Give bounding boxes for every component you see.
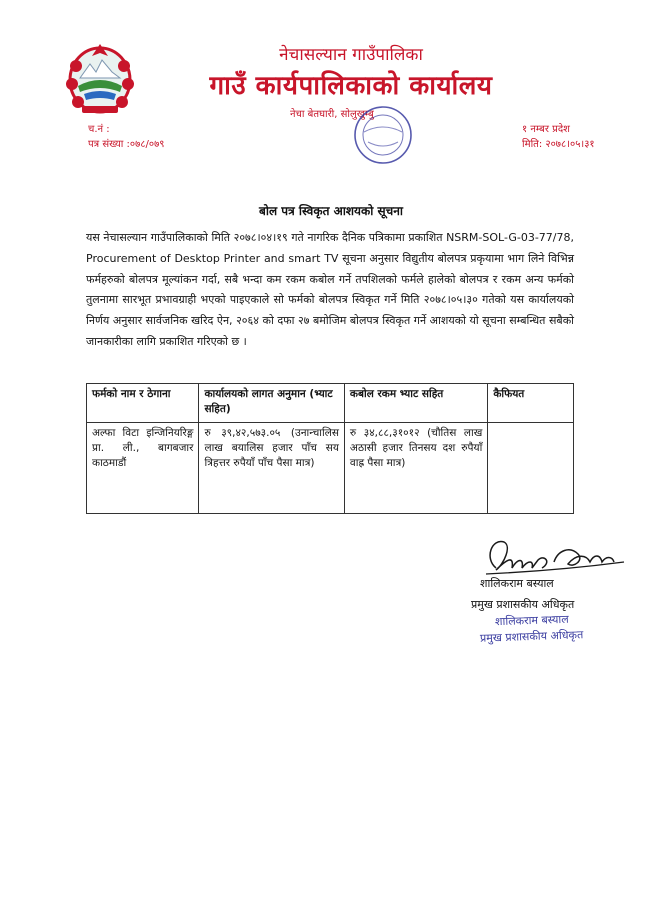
col-remarks: कैफियत <box>488 384 574 423</box>
bid-table <box>86 383 574 514</box>
office-stamp <box>342 102 424 168</box>
table-row <box>87 423 574 514</box>
col-cost-estimate: कार्यालयको लागत अनुमान (भ्याट सहित) <box>199 384 344 423</box>
table-header-row <box>87 384 574 423</box>
col-bid-amount: कबोल रकम भ्याट सहित <box>344 384 487 423</box>
cell-cost-estimate: रु ३९,४२,५७३.०५ (उनान्चालिस लाख बयालिस हजार पाँच सय त्रिहत्तर रुपैयाँ पाँच पैसा मात्र) <box>199 423 344 514</box>
col-firm-name: फर्मको नाम र ठेगाना <box>87 384 199 423</box>
cell-bid-amount: रु ३४,८८,३१०१२ (चौतिस लाख अठासी हजार तिनसय दश रुपैयाँ वाह्र पैसा मात्र) <box>344 423 487 514</box>
office-name: गाउँ कार्यपालिकाको कार्यालय <box>209 71 493 101</box>
letter-number: पत्र संख्या :०७८/०७९ <box>88 139 165 150</box>
province-label: १ नम्बर प्रदेश <box>522 124 570 135</box>
province-date-block <box>522 122 595 152</box>
notice-body: यस नेचासल्यान गाउँपालिकाको मिति २०७८।०४।१९ गते नागरिक दैनिक पत्रिकामा प्रकाशित NSRM-SOL-G-03-77/78, Procurement of Desktop Printer and smart TV सूचना अनुसार विद्युतीय बोलपत्र प्रकृयामा भाग लिने विभिन्न फर्महरुको बोलपत्र मूल्यांकन गर्दा, सबै भन्दा कम रकम कबोल गर्ने तपशिलको फर्मले हालेको बोलपत्र र रकम अन्य फर्मको तुलनामा सारभूत प्रभावग्राही भएको पाइएकाले सो फर्मको बोलपत्र स्विकृत गर्ने मिति २०७८।०५।३० गतेको यस कार्यालयको निर्णय अनुसार सार्वजनिक खरिद ऐन, २०६४ को दफा २७ बमोजिम बोलपत्र स्विकृत गर्ने आशयको यो सूचना सम्बन्धित सबैको जानकारीका लागि प्रकाशित गरिएको छ । <box>86 231 574 348</box>
stamp-signatory-title: प्रमुख प्रशासकीय अधिकृत <box>479 628 584 645</box>
reference-block <box>88 122 165 152</box>
signatory-name: शालिकराम बस्याल <box>480 577 554 590</box>
notice-title: बोल पत्र स्विकृत आशयको सूचना <box>259 204 403 218</box>
stamp-signatory-name: शालिकराम बस्याल <box>494 612 569 629</box>
office-address: नेचा बेतघारी, सोलुखुम्बु <box>290 109 374 120</box>
municipality-name: नेचासल्यान गाउँपालिका <box>279 45 423 65</box>
letter-date: मिति: २०७८।०५।३१ <box>522 139 595 150</box>
chalani-number: च.नं : <box>88 124 110 135</box>
cell-remarks <box>488 423 574 514</box>
signatory-title: प्रमुख प्रशासकीय अधिकृत <box>471 598 575 611</box>
cell-firm-name: अल्फा विटा इन्जिनियरिङ्ग प्रा. ली., बागबजार काठमाडौं <box>87 423 199 514</box>
